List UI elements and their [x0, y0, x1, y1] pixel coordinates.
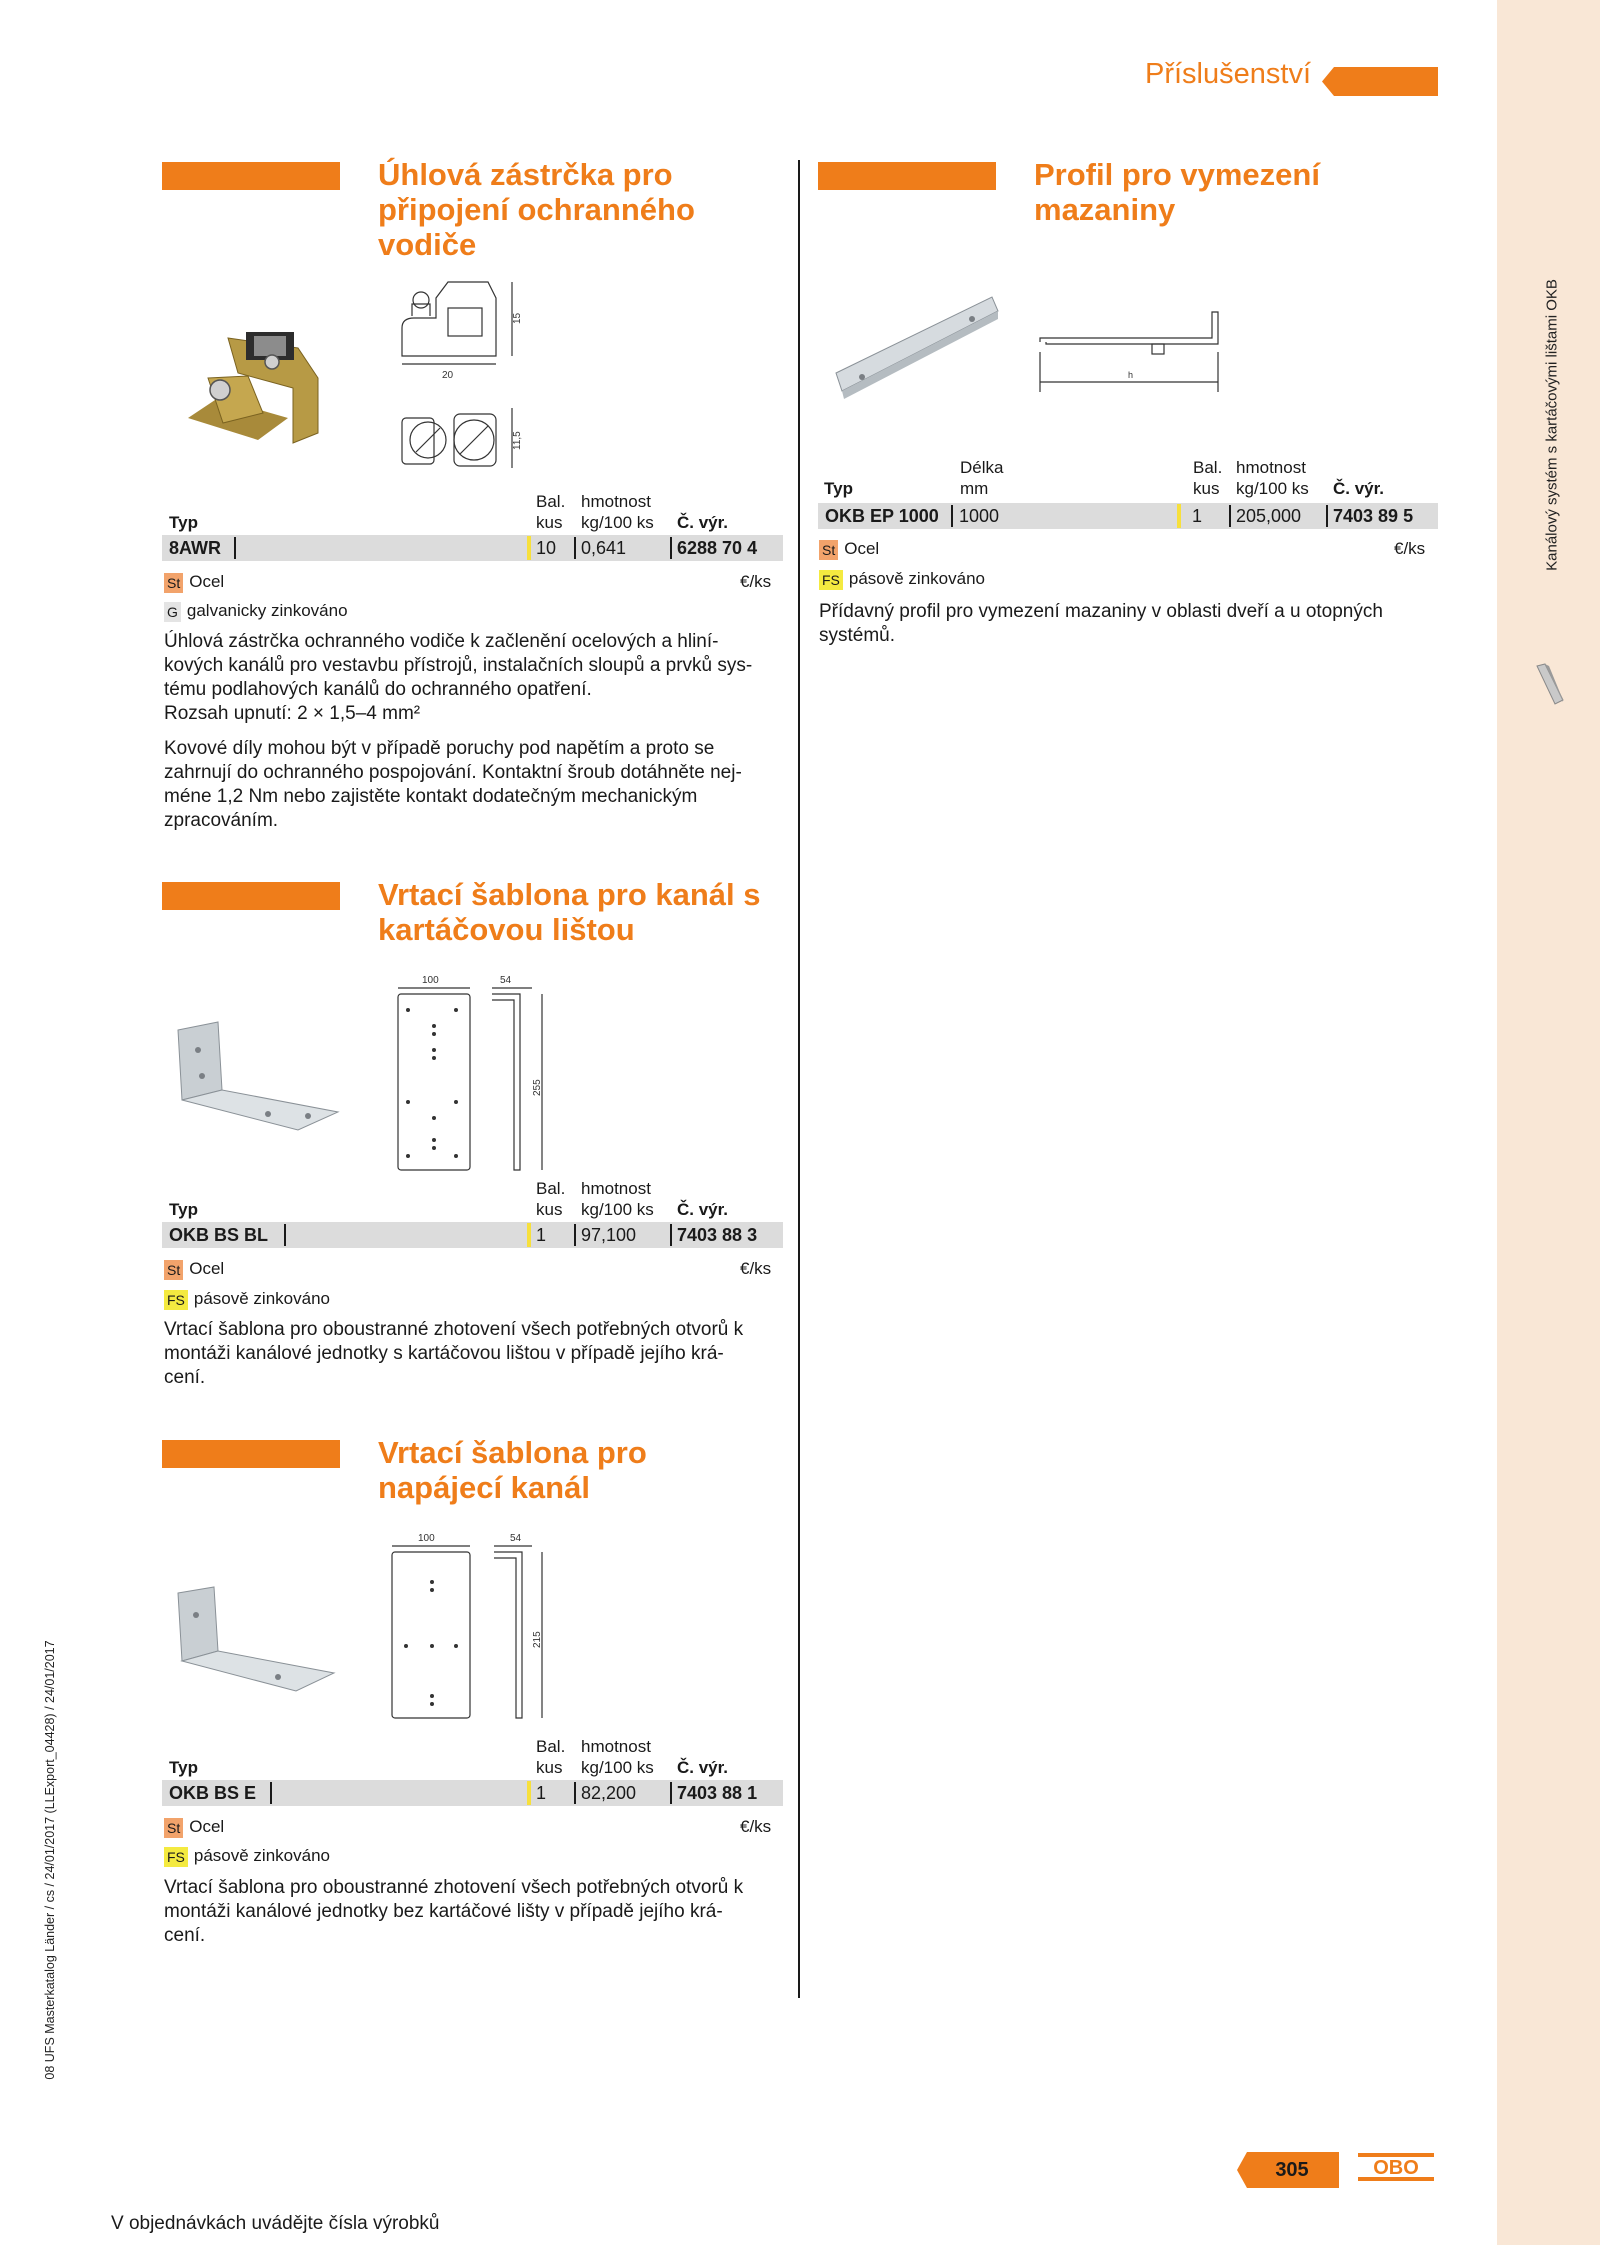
technical-drawing — [392, 970, 562, 1178]
material-label: Ocel — [189, 572, 225, 591]
product-type: OKB BS E — [169, 1783, 257, 1803]
cell-separator — [670, 537, 672, 559]
material-row — [164, 1257, 224, 1281]
material-row — [164, 1815, 224, 1839]
article-number: 7403 88 3 — [677, 1225, 758, 1245]
column-divider — [798, 160, 800, 1998]
material-row — [164, 1844, 330, 1868]
price-unit: €/ks — [740, 572, 772, 591]
pack-qty: 1 — [1192, 506, 1203, 526]
section-tab — [1322, 67, 1438, 96]
pack-qty: 10 — [536, 538, 557, 558]
product-marker — [162, 882, 340, 910]
cell-separator — [1326, 505, 1328, 527]
col-weight-header: hmotnost kg/100 ks — [581, 1737, 654, 1777]
col-article-header: Č. výr. — [677, 1758, 729, 1777]
product-title: Profil pro vymezení mazaniny — [1034, 157, 1320, 227]
product-marker — [162, 162, 340, 190]
catalog-export-label: 08 UFS Masterkatalog Länder / cs / 24/01/2017 (LLExport_04428) / 24/01/2017 — [43, 1640, 57, 2080]
cell-separator — [574, 537, 576, 559]
col-weight-header: hmotnost kg/100 ks — [581, 1179, 654, 1219]
col-pack-header: Bal. kus — [536, 1179, 566, 1219]
weight: 82,200 — [581, 1783, 637, 1803]
col-article-header: Č. výr. — [677, 513, 729, 532]
product-description: Vrtací šablona pro oboustranné zhotovení všech potřebných otvorů k montáži kanálové jednotky s kartáčovou lištou v případě jejího krá- cení. — [164, 1319, 744, 1388]
product-row[interactable] — [162, 1780, 783, 1806]
product-type: OKB BS BL — [169, 1225, 268, 1245]
material-code: FS — [164, 1290, 188, 1310]
material-code: St — [164, 1260, 183, 1280]
product-description: Přídavný profil pro vymezení mazaniny v oblasti dveří a u otopných systémů. — [819, 601, 1383, 646]
product-photo — [832, 295, 1000, 407]
technical-drawing — [392, 268, 548, 496]
svg-text:54: 54 — [500, 975, 512, 986]
yellow-marker — [527, 536, 531, 560]
yellow-marker — [1177, 504, 1181, 528]
product-row[interactable] — [162, 1222, 783, 1248]
product-photo — [168, 1585, 340, 1697]
product-warning: Kovové díly mohou být v případě poruchy pod napětím a proto se zahrnují do ochranného pospojování. Kontaktní šroub dotáhněte nej- méne 1,2 Nm nebo zajistěte kontakt dodatečným mechanickým zpracováním. — [164, 738, 742, 831]
product-description: Úhlová zástrčka ochranného vodiče k začlenění ocelových a hliní- kových kanálů pro vestavbu přístrojů, instalačních sloupů a prvků sys- tému podlahových kanálů do ochranného opatření. Rozsah upnutí: 2 × 1,5–4 mm² — [164, 631, 753, 724]
obo-logo — [1357, 2152, 1435, 2182]
col-article-header: Č. výr. — [677, 1200, 729, 1219]
product-marker — [162, 1440, 340, 1468]
col-weight-header: hmotnost kg/100 ks — [581, 492, 654, 532]
pack-qty: 1 — [536, 1783, 547, 1803]
material-code: G — [164, 602, 181, 622]
order-note: V objednávkách uvádějte čísla výrobků — [111, 2213, 440, 2234]
yellow-marker — [527, 1223, 531, 1247]
svg-text:255: 255 — [532, 1079, 543, 1096]
cell-separator — [234, 537, 236, 559]
material-code: St — [164, 1818, 183, 1838]
svg-text:h: h — [1128, 370, 1134, 380]
svg-text:15: 15 — [512, 312, 523, 324]
cell-separator — [1229, 505, 1231, 527]
cell-separator — [270, 1782, 272, 1804]
product-title: Úhlová zástrčka pro připojení ochranného vodiče — [378, 157, 695, 262]
material-label: galvanicky zinkováno — [186, 601, 348, 620]
product-row[interactable] — [818, 503, 1438, 529]
weight: 0,641 — [581, 538, 627, 558]
article-number: 6288 70 4 — [677, 538, 758, 558]
col-type-header: Typ — [169, 513, 198, 532]
material-label: pásově zinkováno — [193, 1289, 330, 1308]
col-pack-header: Bal. kus — [536, 492, 566, 532]
cell-separator — [284, 1224, 286, 1246]
side-chapter-label: Kanálový systém s kartáčovými lištami OKB — [1543, 279, 1561, 571]
technical-drawing — [386, 1528, 560, 1734]
cell-separator — [574, 1224, 576, 1246]
material-label: Ocel — [189, 1259, 225, 1278]
material-label: pásově zinkováno — [848, 569, 985, 588]
weight: 97,100 — [581, 1225, 637, 1245]
technical-drawing — [1034, 308, 1226, 396]
product-row[interactable] — [162, 535, 783, 561]
material-code: FS — [819, 570, 843, 590]
col-pack-header: Bal. kus — [536, 1737, 566, 1777]
material-row — [164, 599, 348, 623]
product-title: Vrtací šablona pro kanál s kartáčovou lištou — [378, 877, 761, 947]
product-type: 8AWR — [169, 538, 222, 558]
col-pack-header: Bal. kus — [1193, 458, 1223, 498]
yellow-marker — [527, 1781, 531, 1805]
cell-separator — [951, 505, 953, 527]
material-label: pásově zinkováno — [193, 1846, 330, 1865]
svg-text:215: 215 — [532, 1631, 543, 1648]
chapter-thumbnail-icon — [1533, 662, 1565, 710]
col-length-header: Délka mm — [960, 458, 1004, 498]
product-photo — [168, 1020, 344, 1136]
col-weight-header: hmotnost kg/100 ks — [1236, 458, 1309, 498]
material-row — [819, 567, 985, 591]
price-unit: €/ks — [1394, 539, 1426, 558]
cell-separator — [670, 1224, 672, 1246]
svg-text:20: 20 — [442, 370, 454, 381]
col-type-header: Typ — [169, 1200, 198, 1219]
svg-text:54: 54 — [510, 1533, 522, 1544]
cell-separator — [670, 1782, 672, 1804]
section-header: Příslušenství — [1145, 58, 1311, 90]
material-row — [164, 1287, 330, 1311]
material-code: St — [164, 573, 183, 593]
page-number: 305 — [1275, 2159, 1309, 2181]
article-number: 7403 88 1 — [677, 1783, 758, 1803]
col-type-header: Typ — [169, 1758, 198, 1777]
length: 1000 — [959, 506, 1000, 526]
svg-text:100: 100 — [418, 1533, 435, 1544]
price-unit: €/ks — [740, 1259, 772, 1278]
col-article-header: Č. výr. — [1333, 479, 1385, 498]
material-label: Ocel — [844, 539, 880, 558]
pack-qty: 1 — [536, 1225, 547, 1245]
material-row — [164, 570, 224, 594]
product-title: Vrtací šablona pro napájecí kanál — [378, 1435, 647, 1505]
svg-text:OBO: OBO — [1373, 2157, 1419, 2179]
svg-text:11,5: 11,5 — [512, 431, 523, 450]
weight: 205,000 — [1236, 506, 1302, 526]
material-row — [819, 537, 879, 561]
article-number: 7403 89 5 — [1333, 506, 1414, 526]
product-photo — [168, 318, 340, 448]
price-unit: €/ks — [740, 1817, 772, 1836]
material-code: St — [819, 540, 838, 560]
material-label: Ocel — [189, 1817, 225, 1836]
cell-separator — [574, 1782, 576, 1804]
product-marker — [818, 162, 996, 190]
product-description: Vrtací šablona pro oboustranné zhotovení všech potřebných otvorů k montáži kanálové jednotky bez kartáčové lišty v případě jejího krá- cení. — [164, 1877, 744, 1946]
material-code: FS — [164, 1847, 188, 1867]
col-type-header: Typ — [824, 479, 853, 498]
svg-text:100: 100 — [422, 975, 439, 986]
product-type: OKB EP 1000 — [825, 506, 939, 526]
